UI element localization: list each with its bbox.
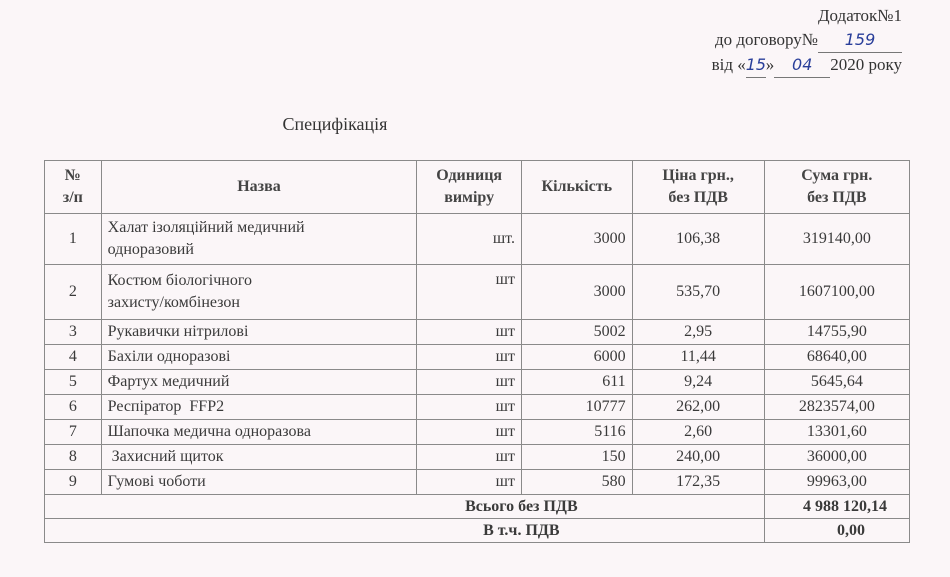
cell-num: 3 xyxy=(45,320,102,345)
cell-name: Респіратор FFP2 xyxy=(101,395,417,420)
table-row xyxy=(45,265,910,320)
vat-value: 0,00 xyxy=(764,519,909,543)
cell-name: Костюм біологічного захисту/комбінезон xyxy=(101,265,417,320)
total-label: Всього без ПДВ xyxy=(45,495,765,519)
cell-qty: 5116 xyxy=(521,420,632,445)
column-header-num: № з/п xyxy=(45,161,102,214)
cell-unit: шт xyxy=(417,370,522,395)
cell-sum: 14755,90 xyxy=(764,320,909,345)
cell-sum: 1607100,00 xyxy=(764,265,909,320)
cell-unit: шт xyxy=(417,420,522,445)
column-header-unit: Одиниця виміру xyxy=(417,161,522,214)
cell-qty: 6000 xyxy=(521,345,632,370)
cell-price: 9,24 xyxy=(632,370,764,395)
vat-label: В т.ч. ПДВ xyxy=(45,519,765,543)
page-title: Специфікація xyxy=(282,114,388,134)
cell-name: Шапочка медична одноразова xyxy=(101,420,417,445)
column-header-qty: Кількість xyxy=(521,161,632,214)
cell-num: 1 xyxy=(45,214,102,265)
cell-price: 172,35 xyxy=(632,470,764,495)
cell-name: Гумові чоботи xyxy=(101,470,417,495)
cell-price: 11,44 xyxy=(632,345,764,370)
cell-num: 9 xyxy=(45,470,102,495)
date-mid: » xyxy=(765,55,775,74)
date-day: 15 xyxy=(745,55,767,74)
cell-sum: 319140,00 xyxy=(764,214,909,265)
date-year: 2020 року xyxy=(830,55,902,74)
bleed-through-text xyxy=(100,96,104,112)
table-row xyxy=(45,345,910,370)
cell-num: 5 xyxy=(45,370,102,395)
cell-unit: шт xyxy=(417,345,522,370)
cell-qty: 611 xyxy=(521,370,632,395)
cell-qty: 3000 xyxy=(521,214,632,265)
table-header-row xyxy=(45,161,910,214)
specification-table xyxy=(44,160,910,543)
table-row xyxy=(45,420,910,445)
cell-name: Фартух медичний xyxy=(101,370,417,395)
cell-unit: шт. xyxy=(417,214,522,265)
cell-unit: шт xyxy=(417,395,522,420)
cell-price: 106,38 xyxy=(632,214,764,265)
cell-num: 7 xyxy=(45,420,102,445)
table-row xyxy=(45,370,910,395)
cell-qty: 150 xyxy=(521,445,632,470)
cell-unit: шт xyxy=(417,265,522,320)
cell-qty: 10777 xyxy=(521,395,632,420)
cell-sum: 99963,00 xyxy=(764,470,909,495)
table-row xyxy=(45,395,910,420)
table-row xyxy=(45,470,910,495)
document-header xyxy=(712,4,902,78)
cell-sum: 13301,60 xyxy=(764,420,909,445)
contract-reference xyxy=(712,28,902,53)
cell-sum: 36000,00 xyxy=(764,445,909,470)
cell-sum: 5645,64 xyxy=(764,370,909,395)
cell-num: 2 xyxy=(45,265,102,320)
contract-number: 159 xyxy=(844,30,876,49)
column-header-sum: Сума грн. без ПДВ xyxy=(764,161,909,214)
table-row xyxy=(45,214,910,265)
contract-date xyxy=(712,53,902,78)
cell-name: Халат ізоляційний медичний одноразовий xyxy=(101,214,417,265)
cell-num: 4 xyxy=(45,345,102,370)
cell-num: 6 xyxy=(45,395,102,420)
column-header-name: Назва xyxy=(101,161,417,214)
cell-qty: 580 xyxy=(521,470,632,495)
contract-prefix: до договору№ xyxy=(714,30,818,49)
cell-num: 8 xyxy=(45,445,102,470)
date-month: 04 xyxy=(792,55,813,74)
cell-price: 262,00 xyxy=(632,395,764,420)
vat-row xyxy=(45,519,910,543)
total-value: 4 988 120,14 xyxy=(764,495,909,519)
appendix-label: Додаток№1 xyxy=(817,6,902,25)
cell-price: 2,95 xyxy=(632,320,764,345)
cell-unit: шт xyxy=(417,445,522,470)
cell-sum: 68640,00 xyxy=(764,345,909,370)
cell-price: 240,00 xyxy=(632,445,764,470)
table-row xyxy=(45,320,910,345)
cell-unit: шт xyxy=(417,470,522,495)
date-prefix: від « xyxy=(711,55,746,74)
cell-unit: шт xyxy=(417,320,522,345)
cell-price: 2,60 xyxy=(632,420,764,445)
cell-name: Бахіли одноразові xyxy=(101,345,417,370)
cell-sum: 2823574,00 xyxy=(764,395,909,420)
cell-qty: 3000 xyxy=(521,265,632,320)
total-row xyxy=(45,495,910,519)
cell-price: 535,70 xyxy=(632,265,764,320)
cell-name: Рукавички нітрилові xyxy=(101,320,417,345)
cell-name: Захисний щиток xyxy=(101,445,417,470)
table-row xyxy=(45,445,910,470)
column-header-price: Ціна грн., без ПДВ xyxy=(632,161,764,214)
cell-qty: 5002 xyxy=(521,320,632,345)
